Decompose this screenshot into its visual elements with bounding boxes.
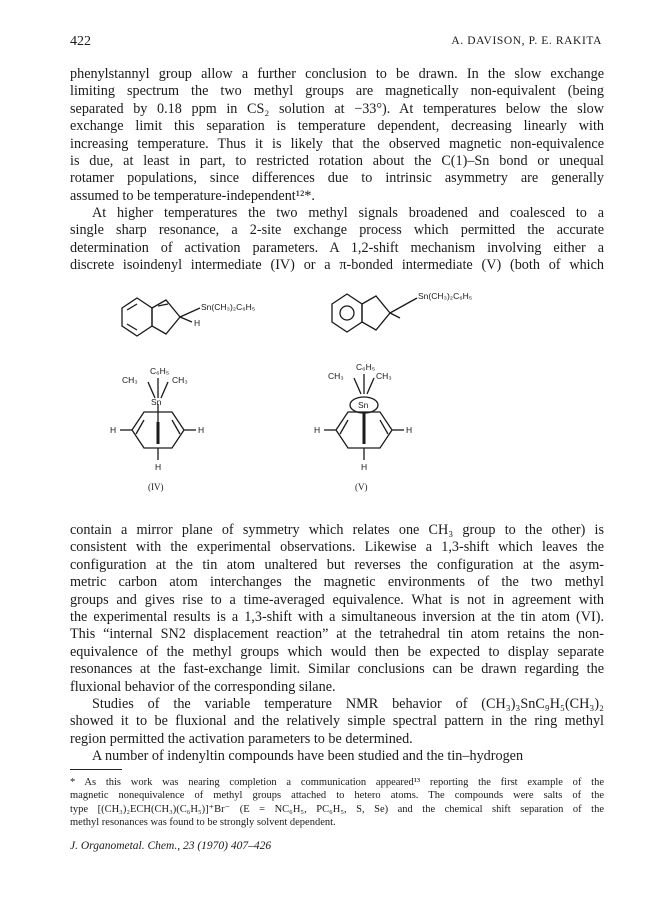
text-line: fluxional behavior of the corresponding silane. bbox=[70, 678, 336, 695]
chemical-structures bbox=[100, 270, 570, 502]
ch3-label: CH₃ bbox=[328, 371, 344, 381]
h-label: H bbox=[406, 425, 413, 435]
text-line: A number of indenyltin compounds have been studied and the tin–hydrogen bbox=[92, 748, 524, 764]
h-label: H bbox=[155, 462, 162, 472]
h-label: H bbox=[361, 462, 368, 472]
text-line: Studies of the variable temperature NMR behavior of (CH₃)₃SnC₉H₅(CH₃)₂ bbox=[92, 696, 604, 712]
structure-iv-bottom bbox=[120, 378, 196, 460]
footnote-line: methyl resonances was found to be strongly solvent dependent. bbox=[70, 817, 336, 829]
text-line: contain a mirror plane of symmetry which relates one CH₃ group to the other) is bbox=[70, 522, 604, 538]
sn-label: Sn bbox=[151, 397, 162, 407]
ch3-label: CH₃ bbox=[122, 375, 138, 385]
label-v: (V) bbox=[355, 482, 368, 492]
structure-iv-top bbox=[122, 298, 200, 336]
footnote-line: magnetic nonequivalence of methyl groups attached to hetero atoms. The compounds were salts of the bbox=[70, 790, 604, 802]
text-line: exchange limit this separation is temperature dependent, decreasing linearly with bbox=[70, 118, 604, 135]
page-number: 422 bbox=[70, 34, 91, 49]
text-line: limiting spectrum the two methyl groups are magnetically non-equivalent (being bbox=[70, 83, 604, 100]
text-line: discrete isoindenyl intermediate (IV) or a π-bonded intermediate (V) (both of which bbox=[70, 257, 604, 274]
structure-figure bbox=[100, 270, 570, 502]
page-header bbox=[70, 34, 602, 54]
ch3-label: CH₃ bbox=[172, 375, 188, 385]
text-line: separated by 0.18 ppm in CS₂ solution at −33°). At temperatures below the slow bbox=[70, 100, 604, 117]
h-label: H bbox=[198, 425, 205, 435]
h-label: H bbox=[314, 425, 321, 435]
text-line: assumed to be temperature-independent¹²*. bbox=[70, 187, 315, 204]
paragraph-2 bbox=[70, 205, 604, 275]
text-line: is due, at least in part, to restricted rotation about the C(1)–Sn bond or unequal bbox=[70, 153, 604, 170]
sn-label: Sn bbox=[358, 400, 369, 410]
text-line: This “internal SN2 displacement reaction” at the tetrahedral tin atom retains the non- bbox=[70, 626, 604, 643]
footnote-line: * As this work was nearing completion a communication appeared¹³ reporting the first example of the bbox=[70, 777, 604, 788]
text-line: the experimental results is a 1,3-shift with a simultaneous inversion at the tin atom (VI). bbox=[70, 609, 604, 626]
text-line: consistent with the experimental observations. Likewise a 1,3-shift which leaves the bbox=[70, 539, 604, 556]
text-line: equivalence of the methyl groups which would then be expected to display separate bbox=[70, 643, 604, 660]
h-label: H bbox=[110, 425, 117, 435]
label-iv: (IV) bbox=[148, 482, 164, 492]
substituent-label-iv: Sn(CH₃)₂C₆H₅ bbox=[201, 302, 256, 312]
text-line: groups and gives rise to a time-averaged equivalence. What is not in agreement with bbox=[70, 591, 604, 608]
journal-citation: J. Organometal. Chem., 23 (1970) 407–426 bbox=[70, 840, 272, 852]
paragraph-5 bbox=[70, 748, 604, 765]
footnote-rule bbox=[70, 769, 122, 770]
footnote bbox=[70, 776, 604, 830]
text-line: determination of activation parameters. A 1,2-shift mechanism involving either a bbox=[70, 239, 604, 256]
substituent-label-v: Sn(CH₃)₂C₆H₅ bbox=[418, 291, 473, 301]
h-label: H bbox=[194, 318, 201, 328]
text-line: phenylstannyl group allow a further conclusion to be drawn. In the slow exchange bbox=[70, 66, 604, 82]
c6h5-label: C₆H₅ bbox=[150, 366, 170, 376]
running-head: A. DAVISON, P. E. RAKITA bbox=[451, 35, 602, 47]
text-line: metric carbon atom interchanges the magnetic environments of the two methyl bbox=[70, 574, 604, 591]
footnote-line: type [(CH₃)₂ECH(CH₃)(C₆H₅)]⁺Br⁻ (E = NC₆H₅, PC₆H₅, S, Se) and the chemical shift separation of the bbox=[70, 803, 604, 815]
text-line: At higher temperatures the two methyl signals broadened and coalesced to a bbox=[92, 205, 604, 221]
c6h5-label: C₆H₅ bbox=[356, 362, 376, 372]
text-line: resonances at the fast-exchange limit. Similar conclusions can be drawn regarding the bbox=[70, 661, 604, 678]
text-line: showed it to be fluxional and the relatively simple spectral pattern in the ring methyl bbox=[70, 713, 604, 730]
structure-v-bottom bbox=[324, 374, 404, 460]
text-line: region permitted the activation parameters to be determined. bbox=[70, 730, 413, 747]
text-line: single sharp resonance, a 2-site exchange process which permitted the accurate bbox=[70, 222, 604, 239]
text-line: increasing temperature. Thus it is likely that the observed magnetic non-equivalence bbox=[70, 135, 604, 152]
text-line: rotamer populations, since differences due to intrinsic asymmetry are generally bbox=[70, 170, 604, 187]
paragraph-1 bbox=[70, 66, 604, 205]
paragraph-4 bbox=[70, 696, 604, 748]
structure-v-top bbox=[332, 294, 417, 332]
ch3-label: CH₃ bbox=[376, 371, 392, 381]
text-line: configuration at the tin atom unaltered but reverses the configuration at the asym- bbox=[70, 556, 604, 573]
paragraph-3 bbox=[70, 522, 604, 696]
